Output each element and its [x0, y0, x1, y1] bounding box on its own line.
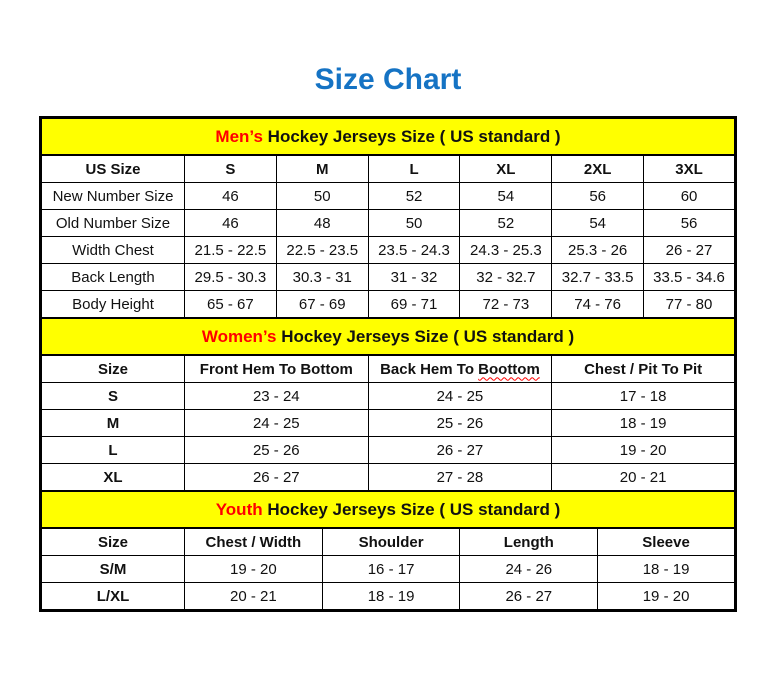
- womens-size-value: 18 - 19: [552, 410, 736, 437]
- womens-row-label: L: [41, 437, 185, 464]
- youth-row-lxl: [41, 583, 736, 611]
- mens-header-us-size: US Size: [41, 155, 185, 183]
- mens-size-value: 52: [368, 183, 460, 210]
- mens-size-value: 67 - 69: [276, 291, 368, 319]
- womens-header-back-hem-text: Back Hem To: [380, 360, 479, 378]
- mens-row-label: Back Length: [41, 264, 185, 291]
- womens-header-size: Size: [41, 355, 185, 383]
- youth-size-value: 24 - 26: [460, 556, 598, 583]
- mens-size-value: 32.7 - 33.5: [552, 264, 644, 291]
- mens-banner-highlight: Men’s: [215, 126, 263, 146]
- youth-header-sleeve: Sleeve: [598, 528, 736, 556]
- mens-size-value: 54: [552, 210, 644, 237]
- womens-size-value: 26 - 27: [185, 464, 369, 492]
- mens-size-value: 24.3 - 25.3: [460, 237, 552, 264]
- youth-size-value: 19 - 20: [185, 556, 323, 583]
- mens-size-value: 46: [185, 183, 277, 210]
- mens-header-3xl: 3XL: [644, 155, 736, 183]
- youth-row-label: L/XL: [41, 583, 185, 611]
- youth-section-banner: [41, 491, 736, 528]
- mens-size-value: 46: [185, 210, 277, 237]
- youth-banner-highlight: Youth: [215, 499, 263, 519]
- mens-size-value: 52: [460, 210, 552, 237]
- womens-size-value: 25 - 26: [185, 437, 369, 464]
- youth-header-size: Size: [41, 528, 185, 556]
- youth-size-value: 19 - 20: [598, 583, 736, 611]
- womens-row-l: [41, 437, 736, 464]
- womens-row-m: [41, 410, 736, 437]
- womens-size-value: 26 - 27: [368, 437, 552, 464]
- mens-header-row: [41, 155, 736, 183]
- mens-size-value: 65 - 67: [185, 291, 277, 319]
- womens-header-row: [41, 355, 736, 383]
- youth-header-length: Length: [460, 528, 598, 556]
- mens-header-s: S: [185, 155, 277, 183]
- size-chart-table: [39, 116, 737, 612]
- mens-size-value: 50: [276, 183, 368, 210]
- womens-size-value: 27 - 28: [368, 464, 552, 492]
- mens-banner-cell: [41, 118, 736, 156]
- womens-banner-cell: [41, 318, 736, 355]
- mens-size-value: 48: [276, 210, 368, 237]
- mens-header-l: L: [368, 155, 460, 183]
- mens-row-old-number-size: [41, 210, 736, 237]
- womens-size-value: 20 - 21: [552, 464, 736, 492]
- womens-size-value: 23 - 24: [185, 383, 369, 410]
- womens-section-banner: [41, 318, 736, 355]
- size-chart-sheet: [39, 0, 737, 612]
- mens-row-label: Width Chest: [41, 237, 185, 264]
- youth-size-value: 18 - 19: [598, 556, 736, 583]
- mens-size-value: 74 - 76: [552, 291, 644, 319]
- mens-size-value: 30.3 - 31: [276, 264, 368, 291]
- youth-size-value: 18 - 19: [322, 583, 460, 611]
- mens-size-value: 54: [460, 183, 552, 210]
- womens-row-label: M: [41, 410, 185, 437]
- mens-size-value: 60: [644, 183, 736, 210]
- youth-row-label: S/M: [41, 556, 185, 583]
- youth-size-value: 20 - 21: [185, 583, 323, 611]
- mens-size-value: 69 - 71: [368, 291, 460, 319]
- mens-row-body-height: [41, 291, 736, 319]
- mens-header-m: M: [276, 155, 368, 183]
- youth-banner-cell: [41, 491, 736, 528]
- mens-header-2xl: 2XL: [552, 155, 644, 183]
- youth-row-sm: [41, 556, 736, 583]
- mens-size-value: 22.5 - 23.5: [276, 237, 368, 264]
- womens-size-value: 24 - 25: [368, 383, 552, 410]
- mens-row-label: Body Height: [41, 291, 185, 319]
- womens-banner-highlight: Women’s: [201, 326, 277, 346]
- mens-size-value: 23.5 - 24.3: [368, 237, 460, 264]
- youth-size-value: 16 - 17: [322, 556, 460, 583]
- youth-header-chest-width: Chest / Width: [185, 528, 323, 556]
- mens-size-value: 31 - 32: [368, 264, 460, 291]
- womens-header-chest: Chest / Pit To Pit: [552, 355, 736, 383]
- page-title: Size Chart: [314, 63, 462, 96]
- womens-size-value: 25 - 26: [368, 410, 552, 437]
- youth-header-row: [41, 528, 736, 556]
- mens-size-value: 56: [552, 183, 644, 210]
- mens-size-value: 33.5 - 34.6: [644, 264, 736, 291]
- womens-row-label: S: [41, 383, 185, 410]
- mens-row-label: New Number Size: [41, 183, 185, 210]
- youth-size-value: 26 - 27: [460, 583, 598, 611]
- mens-size-value: 32 - 32.7: [460, 264, 552, 291]
- mens-row-new-number-size: [41, 183, 736, 210]
- womens-banner-text: Hockey Jerseys Size ( US standard ): [276, 326, 575, 346]
- mens-row-back-length: [41, 264, 736, 291]
- womens-row-s: [41, 383, 736, 410]
- mens-size-value: 56: [644, 210, 736, 237]
- youth-banner-text: Hockey Jerseys Size ( US standard ): [262, 499, 561, 519]
- womens-size-value: 24 - 25: [185, 410, 369, 437]
- mens-section-banner: [41, 118, 736, 156]
- mens-row-label: Old Number Size: [41, 210, 185, 237]
- mens-size-value: 77 - 80: [644, 291, 736, 319]
- mens-size-value: 72 - 73: [460, 291, 552, 319]
- mens-banner-text: Hockey Jerseys Size ( US standard ): [262, 126, 561, 146]
- mens-row-width-chest: [41, 237, 736, 264]
- mens-header-xl: XL: [460, 155, 552, 183]
- womens-header-misspelled-word: Boottom: [478, 360, 540, 378]
- mens-size-value: 21.5 - 22.5: [185, 237, 277, 264]
- youth-header-shoulder: Shoulder: [322, 528, 460, 556]
- womens-row-label: XL: [41, 464, 185, 492]
- womens-header-front-hem: Front Hem To Bottom: [185, 355, 369, 383]
- womens-size-value: 17 - 18: [552, 383, 736, 410]
- womens-size-value: 19 - 20: [552, 437, 736, 464]
- mens-size-value: 50: [368, 210, 460, 237]
- womens-row-xl: [41, 464, 736, 492]
- mens-size-value: 25.3 - 26: [552, 237, 644, 264]
- mens-size-value: 26 - 27: [644, 237, 736, 264]
- mens-size-value: 29.5 - 30.3: [185, 264, 277, 291]
- womens-header-back-hem: [368, 355, 552, 383]
